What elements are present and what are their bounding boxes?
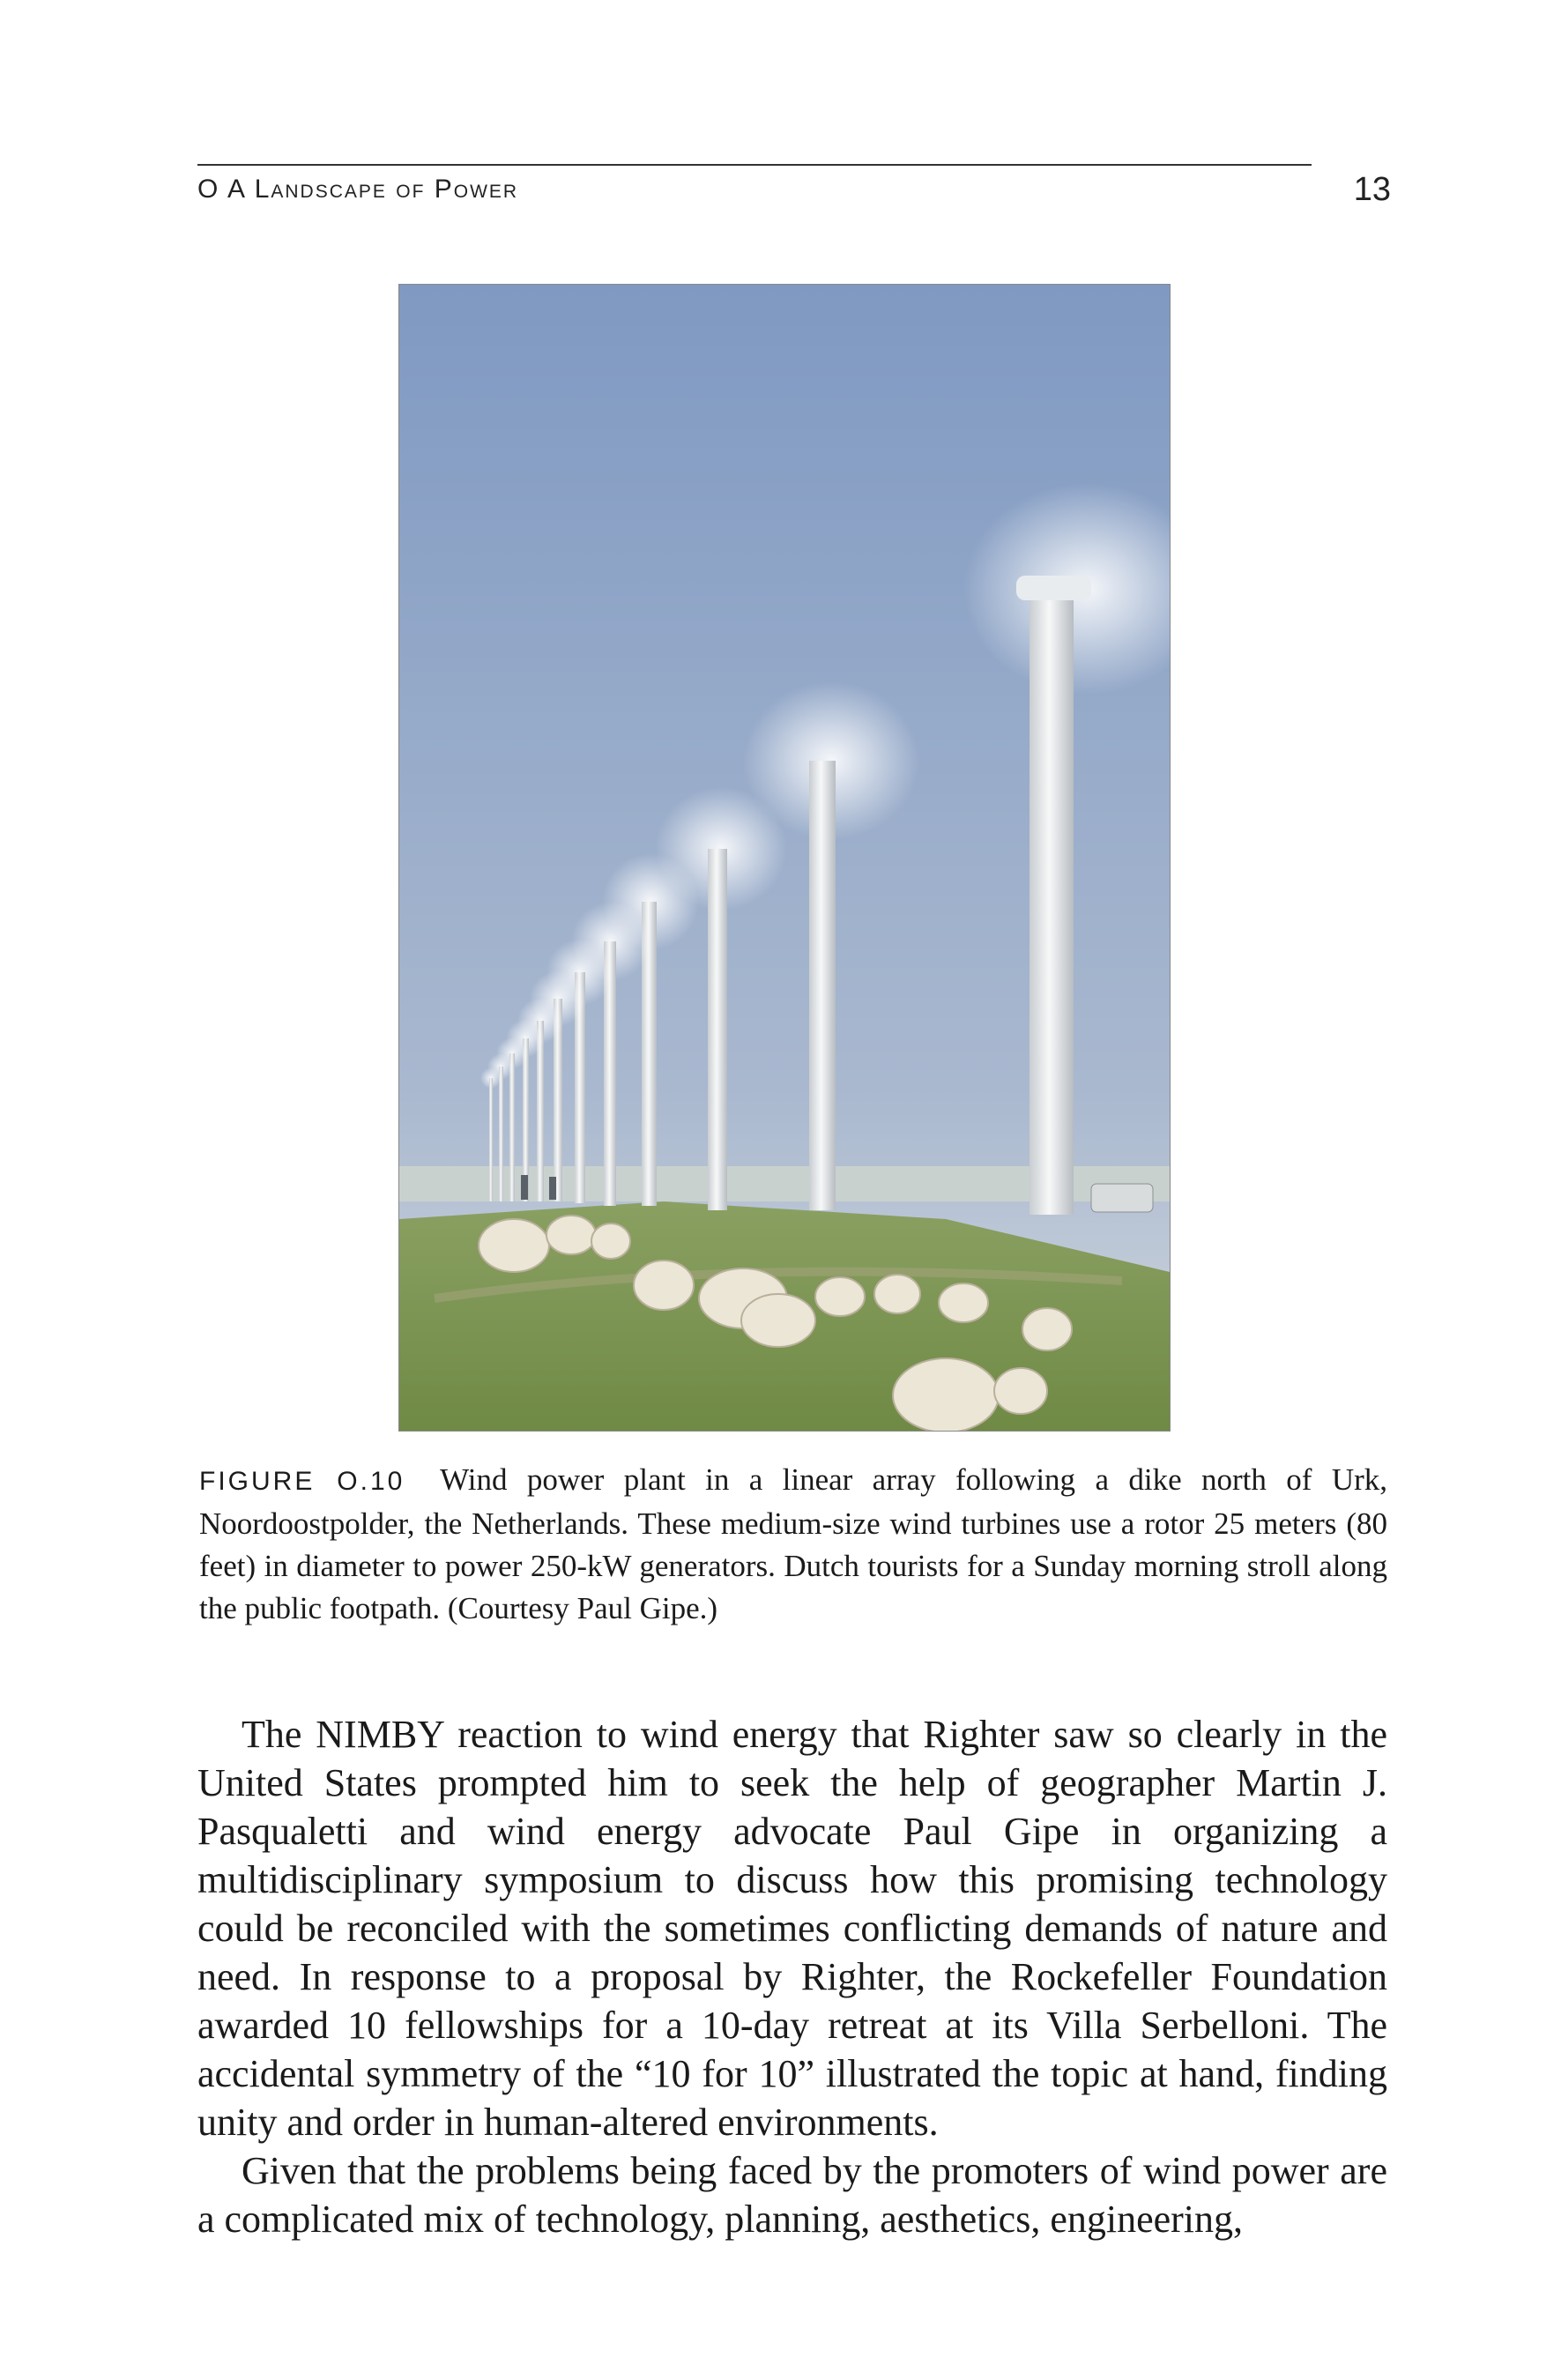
figure-caption bbox=[199, 1459, 1387, 1630]
paragraph: Given that the problems being faced by the promoters of wind power are a complicated mix of technology, planning, aesthetics, engineering, bbox=[197, 2149, 1387, 2241]
running-head: O A Landscape of Power bbox=[197, 175, 519, 204]
vehicle bbox=[1091, 1184, 1153, 1212]
figure-caption-text: Wind power plant in a linear array following a dike north of Urk, Noordoostpolder, the Netherlands. These medium-size wind turbines use a rotor 25 meters (80 feet) in diameter to power 250-kW generators. Dutch tourists for a Sunday morning stroll along the public footpath. (Courtesy Paul Gipe.) bbox=[199, 1462, 1388, 1625]
figure-label: FIGURE O.10 bbox=[199, 1467, 405, 1496]
wind-turbine-photo bbox=[398, 284, 1171, 1432]
body-text bbox=[197, 1710, 1387, 2243]
wind-turbine-illustration bbox=[399, 285, 1170, 1431]
page-header bbox=[197, 164, 1391, 208]
page-number: 13 bbox=[1353, 171, 1391, 208]
header-rule bbox=[197, 164, 1312, 166]
paragraph: The NIMBY reaction to wind energy that Righter saw so clearly in the United States prompted him to seek the help of geographer Martin J. Pasqualetti and wind energy advocate Paul Gipe in organizing a multidisciplinary symposium to discuss how this promising technology could be reconciled with the sometimes conflicting demands of nature and need. In response to a proposal by Righter, the Rockefeller Foundation awarded 10 fellowships for a 10-day retreat at its Villa Serbelloni. The accidental symmetry of the “10 for 10” illustrated the topic at hand, finding unity and order in human-altered environments. bbox=[197, 1713, 1387, 2144]
